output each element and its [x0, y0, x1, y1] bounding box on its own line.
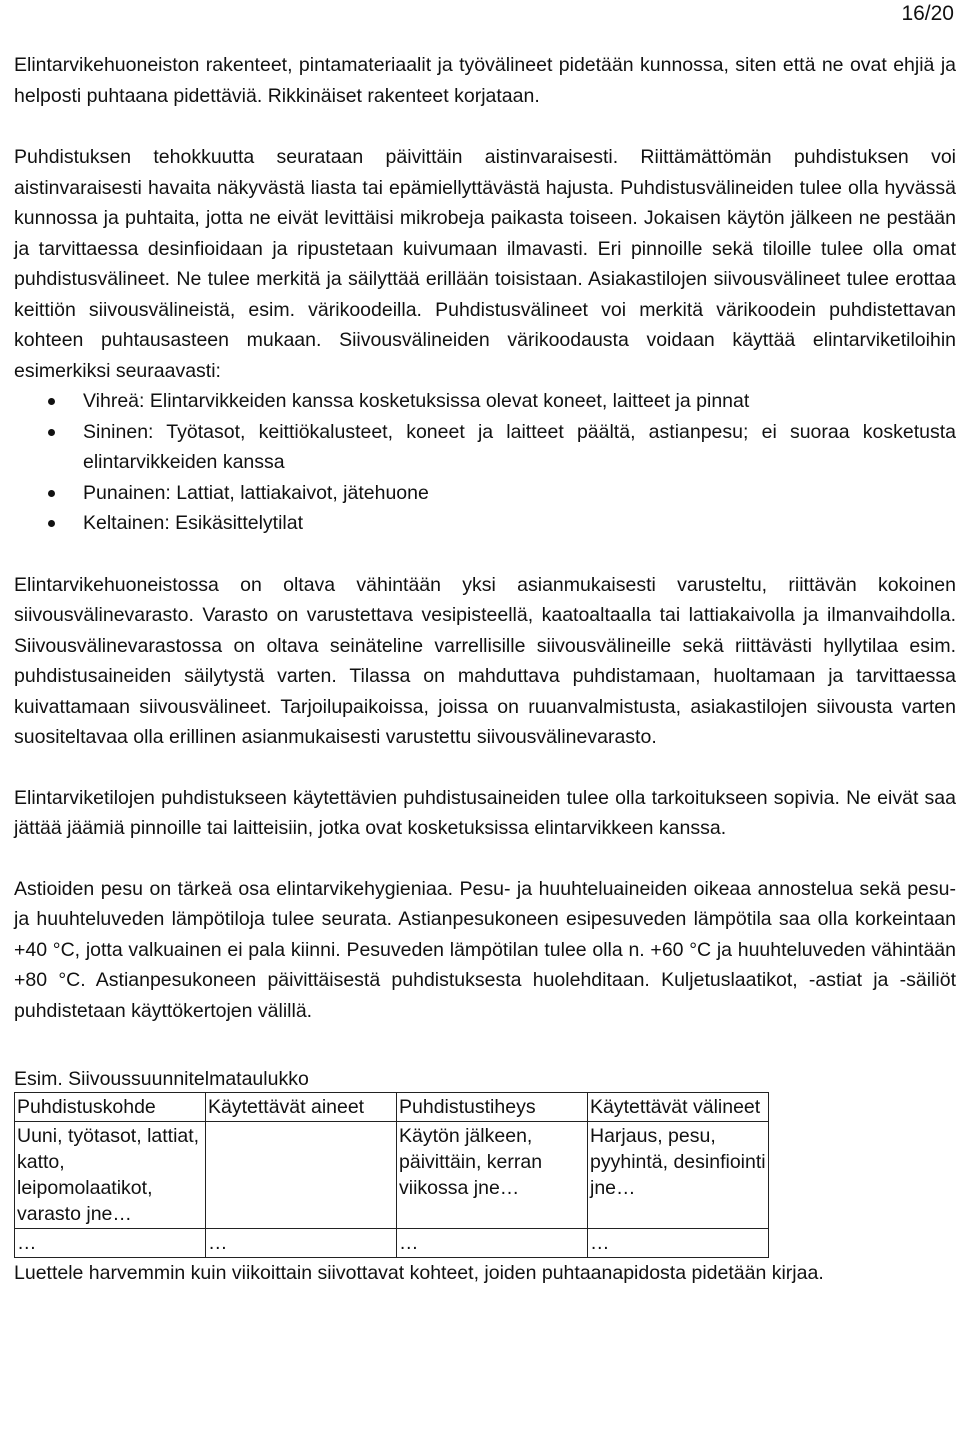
paragraph-cleaning-agents: Elintarviketilojen puhdistukseen käytettävien puhdistusaineiden tulee olla tarkoitukseen sopivia. Ne eivät saa jättää jäämiä pinnoille tai laitteisiin, jotka ovat kosketuksissa elintarvikkeen kanssa.: [14, 786, 956, 839]
list-item-red: Punainen: Lattiat, lattiakaivot, jätehuone: [14, 478, 956, 509]
footer-instruction: Luettele harvemmin kuin viikoittain siivottavat kohteet, joiden puhtaanapidosta pidetään kirjaa.: [14, 1262, 824, 1284]
paragraph-structures: Elintarvikehuoneiston rakenteet, pintamateriaalit ja työvälineet pidetään kunnossa, siten että ne ovat ehjiä ja helposti puhtaana pidettäviä. Rikkinäiset rakenteet korjataan.: [14, 54, 956, 107]
table-cell: [206, 1122, 397, 1229]
table-header-row: [15, 1093, 769, 1122]
paragraph-storage: Elintarvikehuoneistossa on oltava vähintään yksi asianmukaisesti varusteltu, riittävän kokoinen siivousvälinevarasto. Varasto on varustettava vesipisteellä, kaatoaltaalla tai lattiakaivolla ja ilmanvaihdolla. Siivousvälinevarastossa on oltava seinäteline varrellisille siivousvälineille sekä riittävästi hyllytilaa esim. puhdistusaineiden säilytystä varten. Tilassa on mahduttava puhdistamaan, huoltamaan ja tarvittaessa kuivattamaan siivousvälineet. Tarjoilupaikoissa, joissa on ruuanvalmistusta, asiakastilojen siivousta varten suositeltavaa olla erillinen asianmukaisesti varustettu siivousvälinevarasto.: [14, 573, 956, 748]
table-cell: …: [397, 1229, 588, 1258]
cleaning-plan-table: [14, 1092, 769, 1258]
table-cell: …: [206, 1229, 397, 1258]
page-number: 16/20: [901, 2, 954, 25]
table-cell: …: [15, 1229, 206, 1258]
table-cell: Käytön jälkeen, päivittäin, kerran viikossa jne…: [397, 1122, 588, 1229]
table-cell: Uuni, työtasot, lattiat, katto, leipomolaatikot, varasto jne…: [15, 1122, 206, 1229]
table-header-cell: Käytettävät välineet: [588, 1093, 769, 1122]
table-header-cell: Käytettävät aineet: [206, 1093, 397, 1122]
list-item-blue: Sininen: Työtasot, keittiökalusteet, koneet ja laitteet päältä, astianpesu; ei suoraa kosketusta elintarvikkeiden kanssa: [14, 417, 956, 478]
color-code-list: [14, 386, 956, 539]
list-item-yellow: Keltainen: Esikäsittelytilat: [14, 508, 956, 539]
paragraph-cleaning-efficiency: Puhdistuksen tehokkuutta seurataan päivittäin aistinvaraisesti. Riittämättömän puhdistuksen voi aistinvaraisesti havaita näkyvästä liasta tai epämiellyttävästä hajusta. Puhdistusvälineiden tulee olla hyvässä kunnossa ja puhtaita, jotta ne eivät levittäisi mikrobeja paikasta toiseen. Jokaisen käytön jälkeen ne pestään ja tarvittaessa desinfioidaan ja ripustetaan kuivumaan ilmavasti. Eri pinnoille sekä tiloille tulee olla omat puhdistusvälineet. Ne tulee merkitä ja säilyttää erillään toisistaan. Asiakastilojen siivousvälineet tulee erottaa keittiön siivousvälineistä, esim. värikoodeilla. Puhdistusvälineet voi merkitä värikoodein puhdistettavan kohteen puhtausasteen mukaan. Siivousvälineiden värikoodausta voidaan käyttää elintarviketiloihin esimerkiksi seuraavasti:: [14, 146, 956, 382]
table-cell: …: [588, 1229, 769, 1258]
table-row: [15, 1229, 769, 1258]
document-body: [14, 50, 956, 1287]
table-cell: Harjaus, pesu, pyyhintä, desinfiointi jne…: [588, 1122, 769, 1229]
paragraph-dishwashing: Astioiden pesu on tärkeä osa elintarvikehygieniaa. Pesu- ja huuhteluaineiden oikeaa annostelua sekä pesu- ja huuhteluveden lämpötiloja tulee seurata. Astianpesukoneen esipesuveden lämpötila saa olla korkeintaan +40 °C, jotta valkuainen ei pala kiinni. Pesuveden lämpötilan tulee olla n. +60 °C ja huuhteluveden vähintään +80 °C. Astianpesukoneen päivittäisestä puhdistuksesta huolehditaan. Kuljetuslaatikot, -astiat ja -säiliöt puhdistetaan käyttökertojen välillä.: [14, 877, 956, 1022]
table-row: [15, 1122, 769, 1229]
list-item-green: Vihreä: Elintarvikkeiden kanssa kosketuksissa olevat koneet, laitteet ja pinnat: [14, 386, 956, 417]
table-title: Esim. Siivoussuunnitelmataulukko: [14, 1068, 309, 1090]
table-header-cell: Puhdistustiheys: [397, 1093, 588, 1122]
table-header-cell: Puhdistuskohde: [15, 1093, 206, 1122]
